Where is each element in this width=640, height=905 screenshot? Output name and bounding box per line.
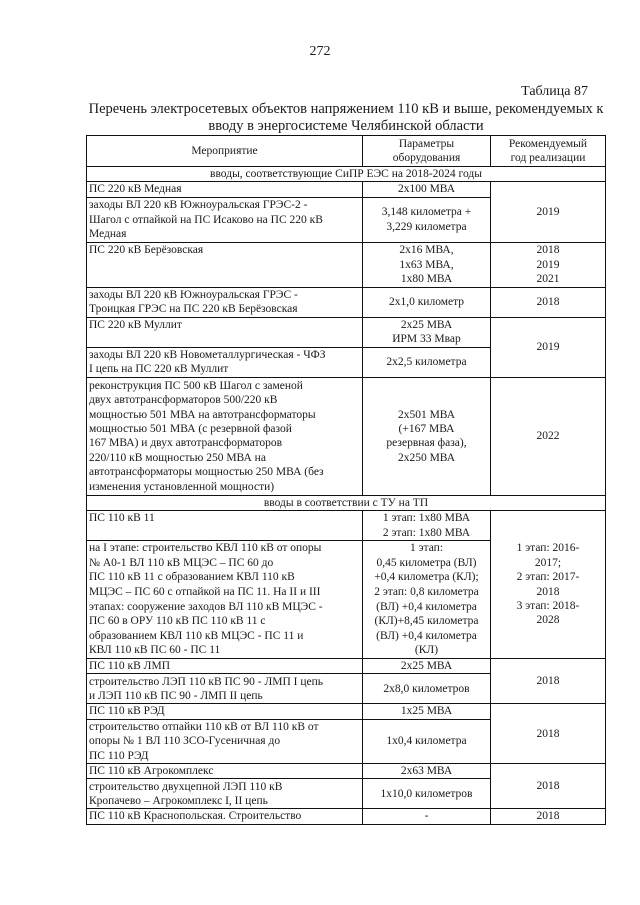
cell-params: 2х25 МВА ИРМ 33 Мвар (363, 317, 491, 347)
cell-year: 2019 (491, 182, 606, 242)
cell-year: 2018 (491, 704, 606, 764)
cell-year: 2018 2019 2021 (491, 242, 606, 287)
cell-params: 2х25 МВА (363, 659, 491, 674)
cell-activity: ПС 110 кВ 11 (87, 511, 363, 541)
table-row (87, 287, 606, 317)
table-title: Перечень электросетевых объектов напряжением 110 кВ и выше, рекомендуемых к вводу в энергосистеме Челябинской области (88, 101, 604, 134)
header-activity: Мероприятие (87, 136, 363, 167)
cell-activity: строительство ЛЭП 110 кВ ПС 90 - ЛМП I цепь и ЛЭП 110 кВ ПС 90 - ЛМП II цепь (87, 674, 363, 704)
cell-activity: ПС 220 кВ Медная (87, 182, 363, 197)
cell-params: - (363, 809, 491, 824)
table-row (87, 377, 606, 495)
cell-activity: ПС 110 кВ РЭД (87, 704, 363, 719)
cell-params: 2х2,5 километра (363, 347, 491, 377)
cell-params: 2х8,0 километров (363, 674, 491, 704)
table-row (87, 242, 606, 287)
cell-activity: на I этапе: строительство КВЛ 110 кВ от опоры № А0-1 ВЛ 110 кВ МЦЭС – ПС 60 до ПС 110 кВ 11 с образованием КВЛ 110 кВ МЦЭС – ПС 60 с отпайкой на ПС 11. На II и III этапах: сооружение заходов ВЛ 110 кВ МЦЭС - ПС 60 в ОРУ 110 кВ ПС 110 кВ 11 с образованием КВЛ 110 кВ МЦЭС - ПС 11 и КВЛ 110 кВ ПС 60 - ПС 11 (87, 541, 363, 659)
table-label: Таблица 87 (521, 84, 588, 99)
cell-activity: ПС 110 кВ Агрокомплекс (87, 764, 363, 779)
table-row (87, 809, 606, 824)
cell-year: 2018 (491, 764, 606, 809)
cell-activity: ПС 220 кВ Берёзовская (87, 242, 363, 287)
cell-year: 2018 (491, 659, 606, 704)
cell-year: 2019 (491, 317, 606, 377)
cell-params: 1х25 МВА (363, 704, 491, 719)
section-row (87, 495, 606, 510)
cell-params: 3,148 километра + 3,229 километра (363, 197, 491, 242)
cell-params: 2х501 МВА (+167 МВА резервная фаза), 2х250 МВА (363, 377, 491, 495)
cell-params: 2х1,0 километр (363, 287, 491, 317)
cell-year: 2018 (491, 809, 606, 824)
section-title: вводы в соответствии с ТУ на ТП (87, 495, 606, 510)
cell-activity: ПС 220 кВ Муллит (87, 317, 363, 347)
equipment-table (86, 135, 606, 825)
cell-params: 2х100 МВА (363, 182, 491, 197)
cell-year: 2022 (491, 377, 606, 495)
section-title: вводы, соответствующие СиПР ЕЭС на 2018-2024 годы (87, 167, 606, 182)
table-row (87, 659, 606, 674)
cell-activity: строительство двухцепной ЛЭП 110 кВ Кропачево – Агрокомплекс I, II цепь (87, 779, 363, 809)
header-params: Параметры оборудования (363, 136, 491, 167)
table-row (87, 704, 606, 719)
cell-activity: заходы ВЛ 220 кВ Южноуральская ГРЭС - Троицкая ГРЭС на ПС 220 кВ Берёзовская (87, 287, 363, 317)
table-header-row (87, 136, 606, 167)
cell-year: 2018 (491, 287, 606, 317)
cell-activity: реконструкция ПС 500 кВ Шагол с заменой двух автотрансформаторов 500/220 кВ мощностью 501 МВА на автотрансформаторы мощностью 501 МВА (с резервной фазой 167 МВА) и двух автотрансформаторов 220/110 кВ мощностью 250 МВА на автотрансформаторы мощностью 250 МВА (без изменения установленной мощности) (87, 377, 363, 495)
page-number: 272 (309, 44, 331, 59)
table-row (87, 182, 606, 197)
table-row (87, 511, 606, 541)
section-row (87, 167, 606, 182)
cell-params: 1х0,4 километра (363, 719, 491, 763)
cell-params: 1х10,0 километров (363, 779, 491, 809)
cell-params: 1 этап: 1х80 МВА 2 этап: 1х80 МВА (363, 511, 491, 541)
cell-year: 1 этап: 2016- 2017; 2 этап: 2017- 2018 3 этап: 2018- 2028 (491, 511, 606, 659)
table-row (87, 764, 606, 779)
cell-activity: строительство отпайки 110 кВ от ВЛ 110 кВ от опоры № 1 ВЛ 110 ЗСО-Гусеничная до ПС 110 РЭД (87, 719, 363, 763)
cell-params: 2х16 МВА, 1х63 МВА, 1х80 МВА (363, 242, 491, 287)
cell-activity: заходы ВЛ 220 кВ Новометаллургическая - ЧФЗ I цепь на ПС 220 кВ Муллит (87, 347, 363, 377)
cell-params: 2х63 МВА (363, 764, 491, 779)
table-row (87, 317, 606, 347)
cell-activity: ПС 110 кВ ЛМП (87, 659, 363, 674)
cell-activity: заходы ВЛ 220 кВ Южноуральская ГРЭС-2 - Шагол с отпайкой на ПС Исаково на ПС 220 кВ Медная (87, 197, 363, 242)
header-year: Рекомендуемый год реализации (491, 136, 606, 167)
cell-activity: ПС 110 кВ Краснопольская. Строительство (87, 809, 363, 824)
cell-params: 1 этап: 0,45 километра (ВЛ) +0,4 километра (КЛ); 2 этап: 0,8 километра (ВЛ) +0,4 километра (КЛ)+8,45 километра (ВЛ) +0,4 километра (КЛ) (363, 541, 491, 659)
